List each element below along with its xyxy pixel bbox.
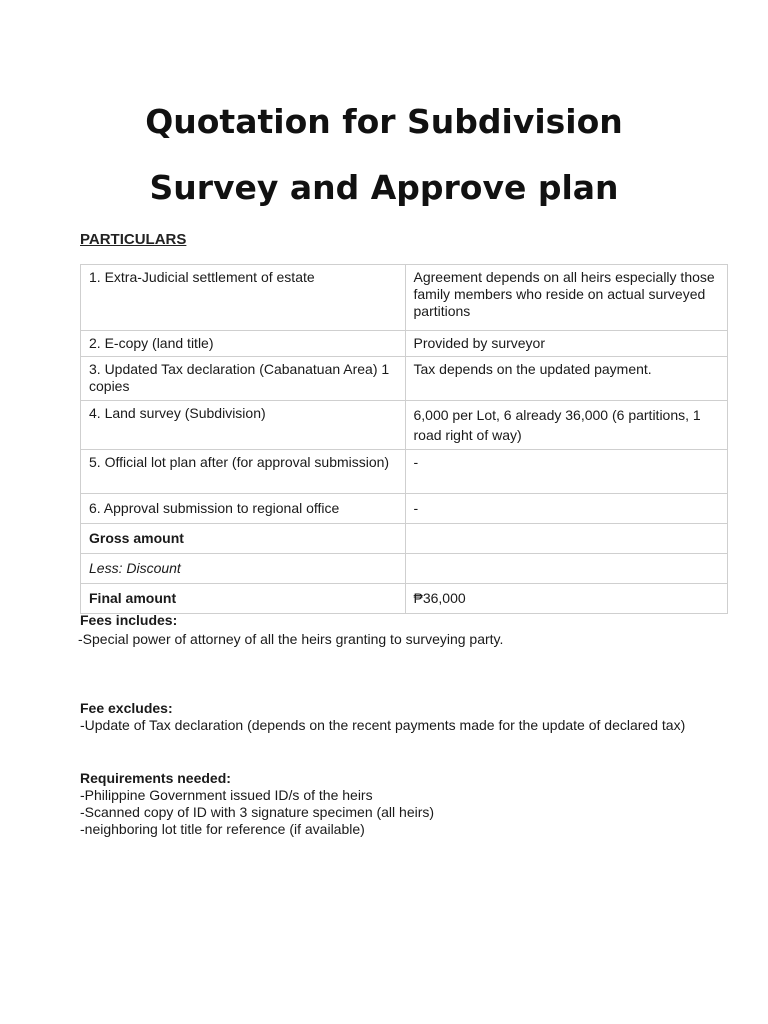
quotation-table [80,264,728,614]
fees-includes-item: -Special power of attorney of all the heirs granting to surveying party. [78,631,504,647]
table-row [81,450,728,494]
fee-excludes-item: -Update of Tax declaration (depends on the recent payments made for the update of declared tax) [80,717,686,733]
row-5-item: 5. Official lot plan after (for approval submission) [81,450,406,494]
row-4-description: 6,000 per Lot, 6 already 36,000 (6 partitions, 1 road right of way) [405,401,728,450]
requirement-item: -neighboring lot title for reference (if available) [80,821,365,837]
requirements-section [80,770,434,838]
final-amount-value: ₱36,000 [405,584,728,614]
row-3-item: 3. Updated Tax declaration (Cabanatuan Area) 1 copies [81,357,406,401]
gross-amount-label: Gross amount [81,524,406,554]
fees-includes-section [80,612,503,648]
table-row [81,265,728,331]
requirements-title: Requirements needed: [80,770,231,786]
table-row [81,401,728,450]
final-amount-label: Final amount [81,584,406,614]
document-title-line-1: Quotation for Subdivision [145,102,623,141]
document-title-line-2: Survey and Approve plan [149,168,619,207]
discount-label: Less: Discount [81,554,406,584]
fee-excludes-title: Fee excludes: [80,700,173,716]
gross-amount-value [405,524,728,554]
row-6-description: - [405,494,728,524]
discount-value [405,554,728,584]
requirement-item: -Philippine Government issued ID/s of the heirs [80,787,373,803]
row-5-description: - [405,450,728,494]
row-1-description: Agreement depends on all heirs especially those family members who reside on actual surveyed partitions [405,265,728,331]
fees-includes-title: Fees includes: [80,612,178,628]
row-6-item: 6. Approval submission to regional office [81,494,406,524]
row-2-description: Provided by surveyor [405,331,728,357]
table-row [81,524,728,554]
table-row [81,554,728,584]
row-2-item: 2. E-copy (land title) [81,331,406,357]
row-3-description: Tax depends on the updated payment. [405,357,728,401]
row-1-item: 1. Extra-Judicial settlement of estate [81,265,406,331]
table-row [81,357,728,401]
table-row [81,584,728,614]
table-row [81,494,728,524]
table-row [81,331,728,357]
row-4-item: 4. Land survey (Subdivision) [81,401,406,450]
requirement-item: -Scanned copy of ID with 3 signature specimen (all heirs) [80,804,435,820]
particulars-heading: PARTICULARS [80,231,187,248]
fee-excludes-section [80,700,730,734]
